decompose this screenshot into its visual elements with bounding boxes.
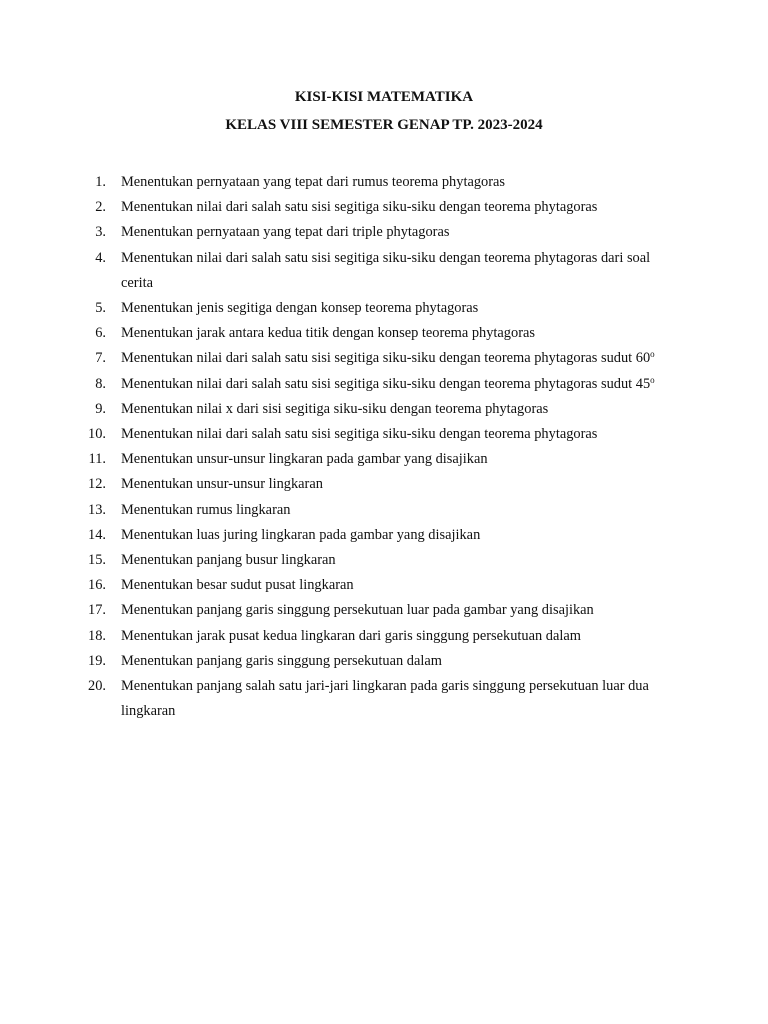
list-item-text-main: Menentukan panjang garis singgung persekutuan luar pada gambar yang disajikan bbox=[121, 602, 594, 619]
list-item-text bbox=[121, 250, 650, 291]
list-item-number: 11. bbox=[88, 451, 106, 468]
list-item-text-main: Menentukan unsur-unsur lingkaran bbox=[121, 476, 323, 493]
list-item-text-main: Menentukan unsur-unsur lingkaran pada gambar yang disajikan bbox=[121, 451, 488, 468]
list-item-text-main: Menentukan panjang garis singgung persekutuan dalam bbox=[121, 652, 442, 669]
list-item-number: 20. bbox=[88, 678, 106, 695]
list-item-text-main: Menentukan jenis segitiga dengan konsep teorema phytagoras bbox=[121, 300, 479, 317]
indicator-list bbox=[0, 170, 768, 724]
list-item-text-main: Menentukan pernyataan yang tepat dari triple phytagoras bbox=[121, 224, 450, 241]
degree-superscript: o bbox=[650, 374, 655, 385]
list-item-text bbox=[121, 577, 354, 593]
list-item-number: 13. bbox=[88, 501, 106, 518]
list-item-number: 9. bbox=[95, 400, 106, 417]
list-item bbox=[0, 447, 681, 472]
list-item-text bbox=[121, 653, 442, 669]
list-item bbox=[0, 523, 681, 548]
list-item-text-main: Menentukan jarak pusat kedua lingkaran dari garis singgung persekutuan dalam bbox=[121, 627, 581, 644]
list-item-text-main: Menentukan rumus lingkaran bbox=[121, 501, 291, 518]
list-item bbox=[0, 498, 681, 523]
list-item bbox=[0, 372, 681, 397]
list-item-number: 6. bbox=[95, 325, 106, 342]
list-item bbox=[0, 397, 681, 422]
list-item bbox=[0, 598, 681, 623]
list-item bbox=[0, 346, 681, 371]
list-item-text-main: Menentukan besar sudut pusat lingkaran bbox=[121, 577, 354, 594]
list-item bbox=[0, 674, 681, 724]
list-item-text bbox=[121, 376, 655, 392]
list-item bbox=[0, 573, 681, 598]
list-item bbox=[0, 624, 681, 649]
list-item bbox=[0, 220, 681, 245]
list-item bbox=[0, 195, 681, 220]
list-item-text bbox=[121, 628, 581, 644]
list-item-number: 19. bbox=[88, 652, 106, 669]
list-item-number: 12. bbox=[88, 476, 106, 493]
list-item bbox=[0, 246, 681, 296]
list-item-number: 17. bbox=[88, 602, 106, 619]
list-item-text-main: Menentukan nilai dari salah satu sisi segitiga siku-siku dengan teorema phytagoras bbox=[121, 199, 598, 216]
list-item-text bbox=[121, 350, 655, 366]
list-item-number: 15. bbox=[88, 552, 106, 569]
list-item-text bbox=[121, 401, 548, 417]
list-item-number: 3. bbox=[95, 224, 106, 241]
list-item-number: 16. bbox=[88, 577, 106, 594]
list-item-number: 4. bbox=[95, 249, 106, 266]
list-item-text-main: Menentukan nilai dari salah satu sisi segitiga siku-siku dengan teorema phytagoras bbox=[121, 426, 598, 443]
list-item-number: 7. bbox=[95, 350, 106, 367]
list-item-text bbox=[121, 602, 594, 618]
list-item-number: 8. bbox=[95, 375, 106, 392]
list-item-number: 5. bbox=[95, 300, 106, 317]
list-item-text-main: Menentukan panjang busur lingkaran bbox=[121, 552, 336, 569]
list-item-text bbox=[121, 451, 488, 467]
list-item-text bbox=[121, 552, 336, 568]
list-item-text-main: Menentukan jarak antara kedua titik dengan konsep teorema phytagoras bbox=[121, 325, 535, 342]
list-item-text bbox=[121, 678, 649, 719]
list-item-text bbox=[121, 426, 597, 442]
list-item bbox=[0, 472, 681, 497]
list-item bbox=[0, 422, 681, 447]
list-item-number: 14. bbox=[88, 526, 106, 543]
list-item bbox=[0, 170, 681, 195]
list-item-text bbox=[121, 502, 290, 518]
list-item-text-main: Menentukan luas juring lingkaran pada gambar yang disajikan bbox=[121, 526, 481, 543]
list-item-text-main: Menentukan panjang salah satu jari-jari lingkaran pada garis singgung persekutuan luar dua lingkaran bbox=[121, 678, 649, 720]
list-item-text-main: Menentukan nilai dari salah satu sisi segitiga siku-siku dengan teorema phytagoras dari soal cerita bbox=[121, 249, 651, 291]
degree-superscript: o bbox=[650, 349, 655, 360]
list-item bbox=[0, 548, 681, 573]
list-item-text-main: Menentukan nilai x dari sisi segitiga siku-siku dengan teorema phytagoras bbox=[121, 400, 549, 417]
list-item-text bbox=[121, 174, 505, 190]
list-item-number: 1. bbox=[95, 174, 106, 190]
list-item-text bbox=[121, 199, 597, 215]
list-item bbox=[0, 649, 681, 674]
list-item bbox=[0, 296, 681, 321]
list-item-text-main: Menentukan pernyataan yang tepat dari rumus teorema phytagoras bbox=[121, 174, 506, 190]
list-item bbox=[0, 321, 681, 346]
list-item-text-main: Menentukan nilai dari salah satu sisi segitiga siku-siku dengan teorema phytagoras sudut 60 bbox=[121, 350, 651, 367]
list-item-text-main: Menentukan nilai dari salah satu sisi segitiga siku-siku dengan teorema phytagoras sudut 45 bbox=[121, 375, 651, 392]
list-item-number: 18. bbox=[88, 627, 106, 644]
document-subtitle: KELAS VIII SEMESTER GENAP TP. 2023-2024 bbox=[225, 117, 543, 133]
list-item-text bbox=[121, 300, 478, 316]
document-title: KISI-KISI MATEMATIKA bbox=[294, 89, 474, 105]
list-item-text bbox=[121, 325, 535, 341]
list-item-number: 10. bbox=[88, 426, 106, 443]
list-item-text bbox=[121, 527, 480, 543]
list-item-number: 2. bbox=[95, 199, 106, 216]
list-item-text bbox=[121, 224, 449, 240]
list-item-text bbox=[121, 476, 323, 492]
